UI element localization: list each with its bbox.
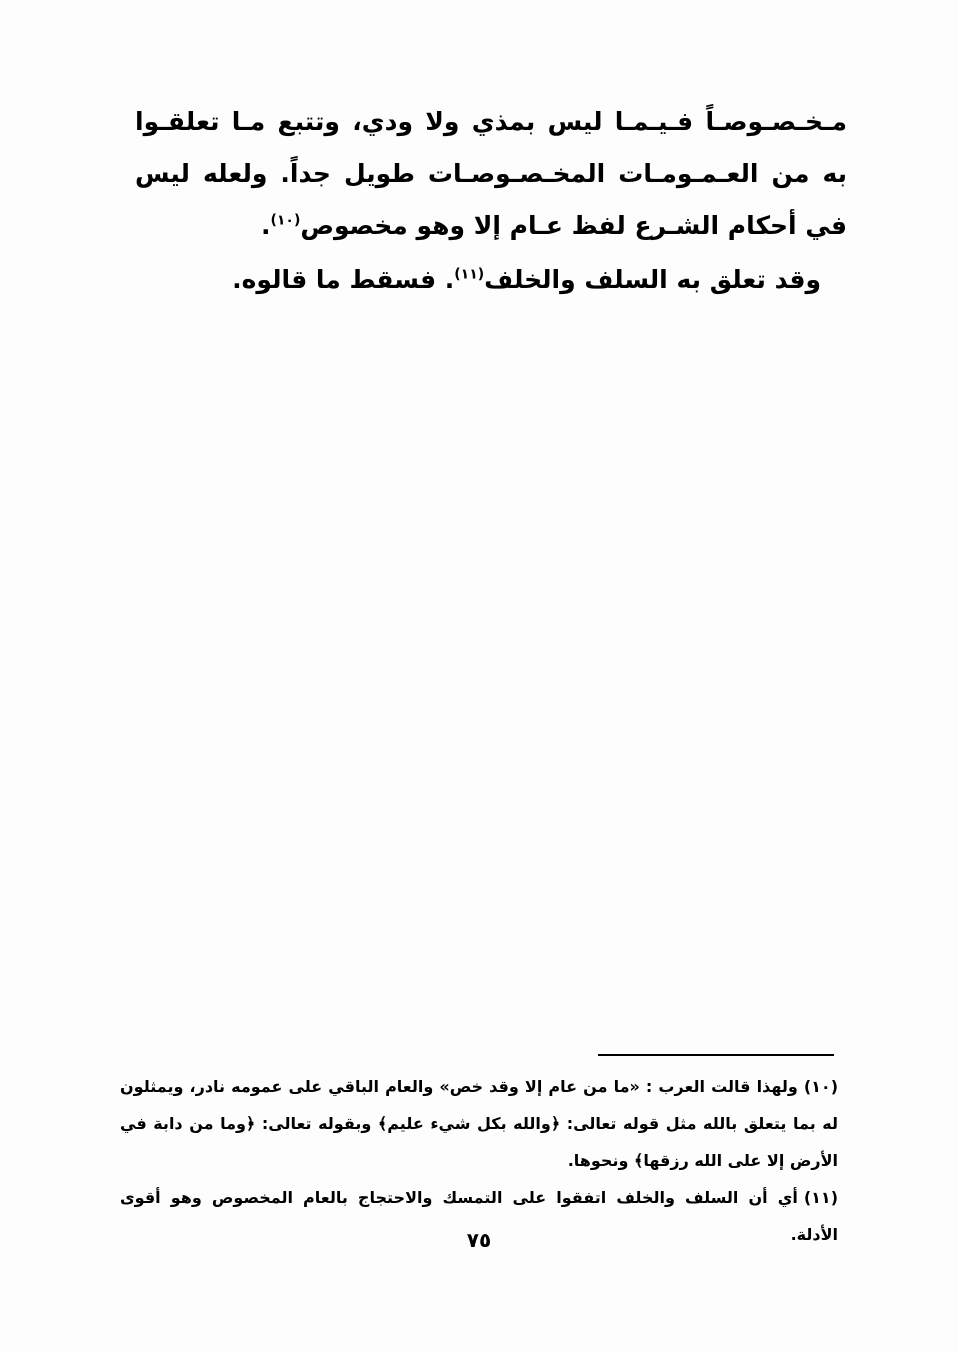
paragraph-1-text: مـخـصـوصـاً فـيـمـا ليس بمذي ولا ودي، وتتبع مـا تعلقـوا به من العـمـومـات المخـصـوصـات طويل جداً. ولعله ليس في أحكام الشـرع لفظ عـام إلا وهو مخصوص (135, 107, 847, 240)
page-number: ٧٥ (466, 1228, 492, 1252)
footnote-10-number: (١٠) (803, 1077, 838, 1096)
paragraph-1-end: . (260, 211, 271, 240)
footnote-10 (120, 1068, 838, 1179)
note-ref-11: (١١) (454, 266, 485, 283)
note-ref-10: (١٠) (270, 212, 301, 229)
paragraph-2-text: وقد تعلق به السلف والخلف (484, 265, 821, 294)
footnote-10-text: ولهذا قالت العرب : «ما من عام إلا وقد خص» والعام الباقي على عمومه نادر، ويمثلون له بما يتعلق بالله مثل قوله تعالى: ﴿والله بكل شيء عليم﴾ وبقوله تعالى: ﴿وما من دابة في الأرض إلا على الله رزقها﴾ ونحوها. (120, 1077, 838, 1170)
footnotes-block (120, 1068, 838, 1253)
paragraph-1 (135, 96, 847, 252)
main-text-block (135, 96, 847, 306)
footnote-separator (598, 1054, 834, 1056)
paragraph-2 (135, 254, 847, 306)
paragraph-2-end: . فسقط ما قالوه. (232, 265, 455, 294)
footnote-11-number: (١١) (803, 1188, 838, 1207)
footnote-11-text: أي أن السلف والخلف اتفقوا على التمسك والاحتجاج بالعام المخصوص وهو أقوى الأدلة. (120, 1188, 838, 1244)
